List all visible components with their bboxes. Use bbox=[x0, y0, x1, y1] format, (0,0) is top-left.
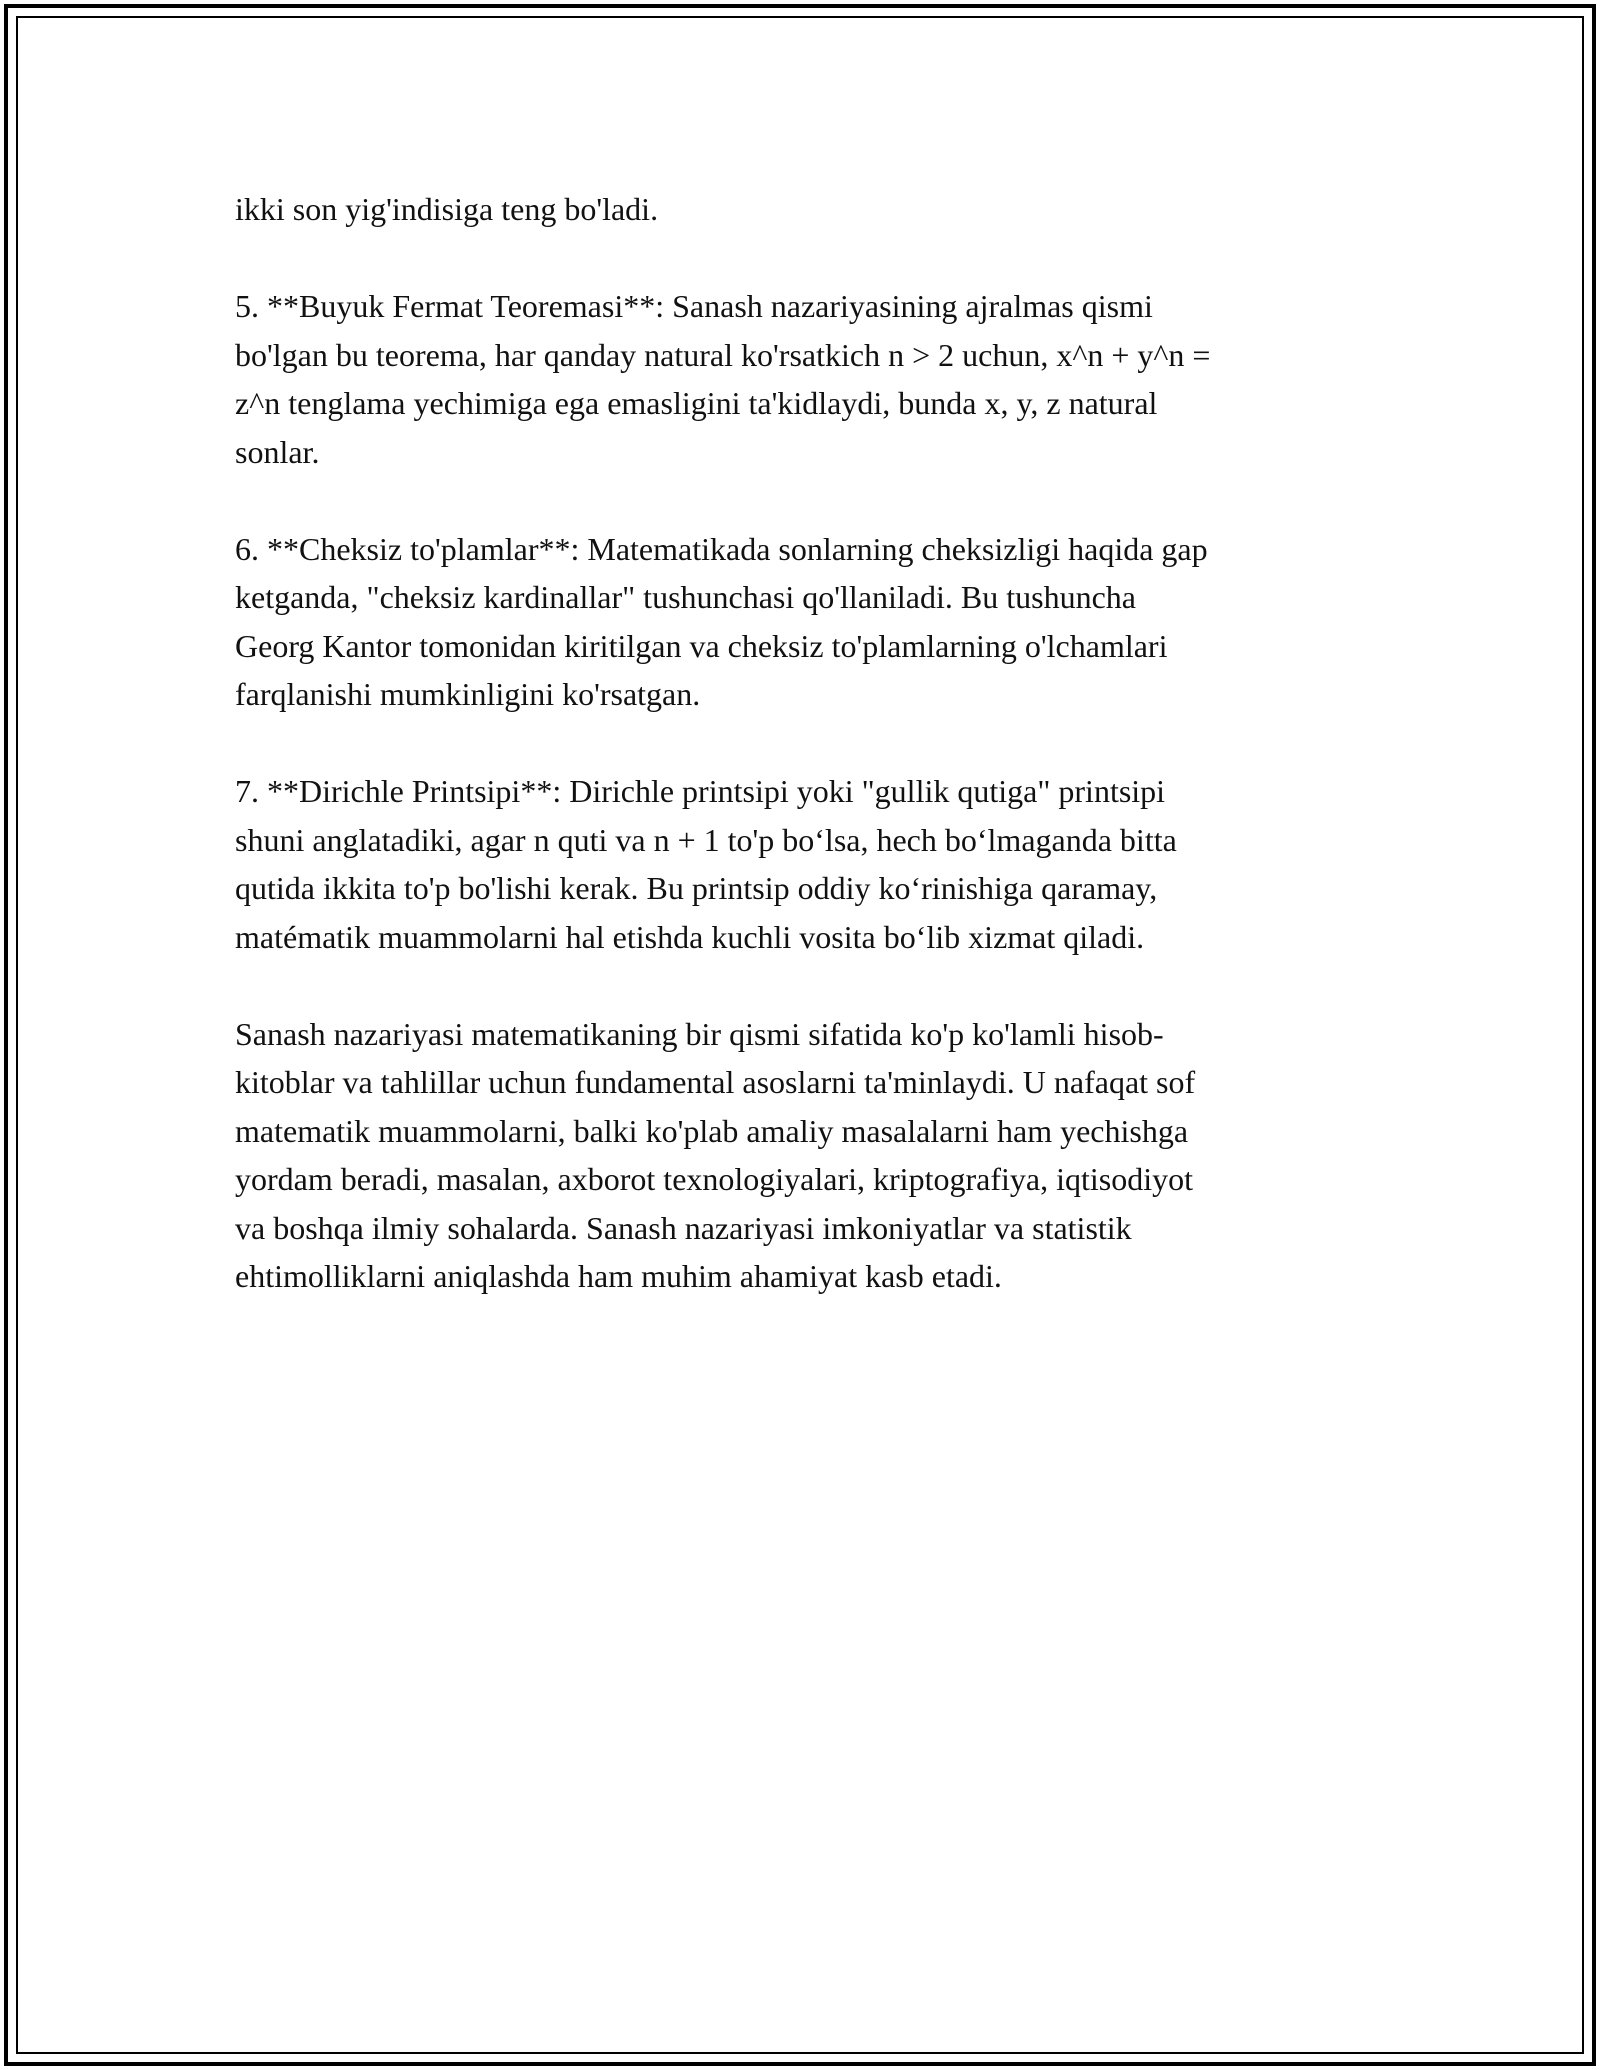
text-line: shuni anglatadiki, agar n quti va n + 1 to'p bo‘lsa, hech bo‘lmaganda bitta bbox=[235, 821, 1177, 858]
text-line: ketganda, "cheksiz kardinallar" tushunchasi qo'llaniladi. Bu tushuncha bbox=[235, 579, 1136, 615]
text-line: matématik muammolarni hal etishda kuchli vosita bo‘lib xizmat qiladi. bbox=[235, 918, 1145, 955]
text-line: va boshqa ilmiy sohalarda. Sanash nazariyasi imkoniyatlar va statistik bbox=[235, 1209, 1132, 1246]
document-body bbox=[235, 185, 1375, 1301]
text-line: matematik muammolarni, balki ko'plab amaliy masalalarni ham yechishga bbox=[235, 1112, 1189, 1149]
paragraph-dirichlet bbox=[235, 767, 1375, 961]
paragraph-fermat bbox=[235, 282, 1375, 476]
text-line: Georg Kantor tomonidan kiritilgan va cheksiz to'plamlarning o'lchamlari bbox=[235, 627, 1168, 664]
paragraph-conclusion bbox=[235, 1010, 1375, 1301]
text-line: Sanash nazariyasi matematikaning bir qismi sifatida ko'p ko'lamli hisob- bbox=[235, 1015, 1164, 1052]
text-line: farqlanishi mumkinligini ko'rsatgan. bbox=[235, 676, 701, 712]
text-line: 7. **Dirichle Printsipi**: Dirichle printsipi yoki "gullik qutiga" printsipi bbox=[235, 773, 1166, 809]
text-line: ehtimolliklarni aniqlashda ham muhim ahamiyat kasb etadi. bbox=[235, 1258, 1002, 1294]
text-line: sonlar. bbox=[235, 433, 320, 470]
text-line: 6. **Cheksiz to'plamlar**: Matematikada sonlarning cheksizligi haqida gap bbox=[235, 530, 1208, 567]
text-line: ikki son yig'indisiga teng bo'ladi. bbox=[235, 191, 659, 227]
paragraph-infinite-sets bbox=[235, 525, 1375, 719]
text-line: 5. **Buyuk Fermat Teoremasi**: Sanash nazariyasining ajralmas qismi bbox=[235, 288, 1153, 324]
text-line: bo'lgan bu teorema, har qanday natural ko'rsatkich n > 2 uchun, x^n + y^n = bbox=[235, 336, 1211, 373]
text-line: yordam beradi, masalan, axborot texnologiyalari, kriptografiya, iqtisodiyot bbox=[235, 1161, 1193, 1197]
text-line: qutida ikkita to'p bo'lishi kerak. Bu printsip oddiy ko‘rinishiga qaramay, bbox=[235, 870, 1158, 906]
paragraph-continuation bbox=[235, 185, 1375, 234]
text-line: z^n tenglama yechimiga ega emasligini ta'kidlaydi, bunda x, y, z natural bbox=[235, 385, 1158, 421]
text-line: kitoblar va tahlillar uchun fundamental asoslarni ta'minlaydi. U nafaqat sof bbox=[235, 1064, 1196, 1100]
